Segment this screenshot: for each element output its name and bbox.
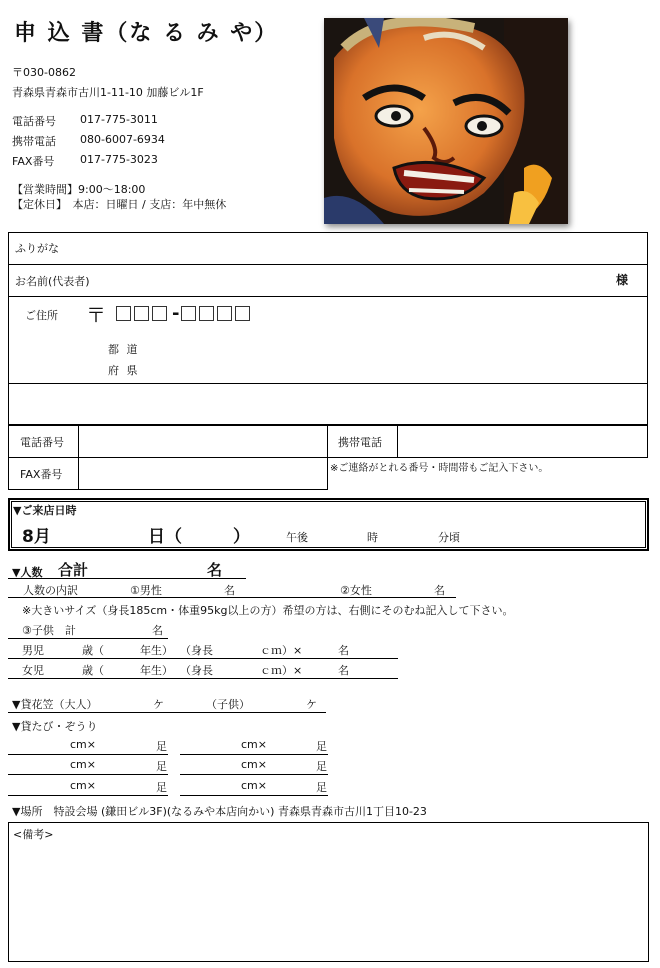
male-label: ①男性 bbox=[130, 584, 162, 597]
remarks-box[interactable] bbox=[8, 822, 649, 962]
tabi-soku-1b: 足 bbox=[316, 740, 327, 753]
boy-label: 男児 bbox=[22, 644, 44, 657]
business-hours: 【営業時間】9:00～18:00 bbox=[12, 183, 146, 196]
phone-field[interactable] bbox=[80, 427, 325, 456]
boy-height: （身長 bbox=[180, 644, 213, 657]
large-size-note: ※大きいサイズ（身長185cm・体重95kg以上の方）希望の方は、右側にそのむね記入して下さい。 bbox=[22, 604, 514, 617]
mobile-label: 携帯電話 bbox=[12, 135, 56, 148]
fax-label: FAX番号 bbox=[12, 155, 55, 168]
tel-row bbox=[12, 113, 158, 129]
tabi-soku-1a: 足 bbox=[156, 740, 167, 753]
male-mei: 名 bbox=[224, 584, 235, 597]
furigana-label: ふりがな bbox=[15, 242, 59, 255]
shop-address: 青森県青森市古川1-11-10 加藤ビル1F bbox=[12, 86, 204, 99]
female-label: ②女性 bbox=[340, 584, 372, 597]
tabi-soku-3b: 足 bbox=[316, 781, 327, 794]
fax-form-label: FAX番号 bbox=[20, 468, 63, 481]
postal-code: 〒030-0862 bbox=[12, 66, 76, 79]
people-total-label: 合計 bbox=[58, 561, 89, 579]
venue-info: ▼場所 特設会場 (鎌田ビル3F)(なるみや本店向かい) 青森県青森市古川1丁目10-23 bbox=[12, 805, 427, 818]
tabi-cm-1b: cm× bbox=[241, 738, 267, 751]
visit-month: 8月 bbox=[22, 527, 51, 547]
boy-grade: 年生） bbox=[140, 644, 173, 657]
nebuta-face-image bbox=[324, 18, 568, 224]
visit-hour: 時 bbox=[367, 531, 378, 544]
postal-dash: - bbox=[172, 303, 180, 324]
fuken-label: 府 県 bbox=[108, 364, 140, 377]
breakdown-label: 人数の内訳 bbox=[23, 584, 78, 597]
fax-row bbox=[12, 153, 158, 169]
name-field[interactable] bbox=[80, 266, 610, 294]
tabi-cm-2a: cm× bbox=[70, 758, 96, 771]
address-field[interactable] bbox=[150, 336, 640, 380]
address-label: ご住所 bbox=[25, 309, 58, 322]
girl-height: （身長 bbox=[180, 664, 213, 677]
hanagasa-child-ke: ケ bbox=[306, 698, 317, 711]
visit-pm: 午後 bbox=[286, 531, 308, 544]
mobile-phone-label: 携帯電話 bbox=[338, 436, 382, 449]
girl-age: 歳（ bbox=[82, 664, 104, 677]
mobile-row bbox=[12, 133, 165, 149]
visit-minute: 分頃 bbox=[438, 531, 460, 544]
todo-label: 都 道 bbox=[108, 343, 140, 356]
mobile-phone-field[interactable] bbox=[400, 427, 645, 456]
postal-code-boxes[interactable] bbox=[86, 299, 253, 328]
boy-cm: ｃｍ）× bbox=[260, 644, 303, 657]
sama-suffix: 様 bbox=[616, 273, 629, 287]
girl-mei: 名 bbox=[338, 664, 349, 677]
tel-value: 017-775-3011 bbox=[80, 113, 158, 126]
girl-label: 女児 bbox=[22, 664, 44, 677]
postal-mark: 〒 bbox=[86, 303, 106, 327]
mobile-value: 080-6007-6934 bbox=[80, 133, 165, 146]
page-title: 申 込 書（な る み や） bbox=[14, 21, 279, 46]
girl-grade: 年生） bbox=[140, 664, 173, 677]
tabi-cm-3a: cm× bbox=[70, 779, 96, 792]
people-total-mei: 名 bbox=[207, 561, 223, 579]
tabi-soku-3a: 足 bbox=[156, 781, 167, 794]
visit-heading: ▼ご来店日時 bbox=[13, 504, 77, 517]
girl-cm: ｃｍ）× bbox=[260, 664, 303, 677]
tabi-soku-2a: 足 bbox=[156, 760, 167, 773]
hanagasa-adult-ke: ケ bbox=[153, 698, 164, 711]
visit-day-field[interactable] bbox=[58, 520, 144, 544]
children-label: ③子供 計 bbox=[22, 624, 76, 637]
tabi-label: ▼貸たび・ぞうり bbox=[12, 720, 98, 733]
female-mei: 名 bbox=[434, 584, 445, 597]
fax-field[interactable] bbox=[80, 460, 325, 488]
tabi-cm-1a: cm× bbox=[70, 738, 96, 751]
remarks-label: <備考> bbox=[13, 828, 54, 841]
furigana-field[interactable] bbox=[80, 234, 640, 262]
closed-days: 【定休日】 本店：日曜日 / 支店：年中無休 bbox=[12, 198, 227, 211]
boy-mei: 名 bbox=[338, 644, 349, 657]
tabi-soku-2b: 足 bbox=[316, 760, 327, 773]
people-heading: ▼人数 bbox=[12, 566, 43, 579]
visit-day: 日（ ） bbox=[148, 527, 250, 547]
tel-label: 電話番号 bbox=[12, 115, 56, 128]
hanagasa-child-label: （子供） bbox=[206, 698, 250, 711]
address-line2-field[interactable] bbox=[10, 386, 646, 422]
boy-age: 歳（ bbox=[82, 644, 104, 657]
phone-label: 電話番号 bbox=[20, 436, 64, 449]
fax-value: 017-775-3023 bbox=[80, 153, 158, 166]
tabi-cm-3b: cm× bbox=[241, 779, 267, 792]
contact-note: ※ご連絡がとれる番号・時間帯もご記入下さい。 bbox=[330, 463, 549, 474]
nebuta-face-icon bbox=[324, 18, 568, 224]
children-mei: 名 bbox=[152, 624, 163, 637]
name-label: お名前(代表者) bbox=[15, 275, 90, 288]
hanagasa-label: ▼貸花笠（大人） bbox=[12, 698, 98, 711]
tabi-cm-2b: cm× bbox=[241, 758, 267, 771]
